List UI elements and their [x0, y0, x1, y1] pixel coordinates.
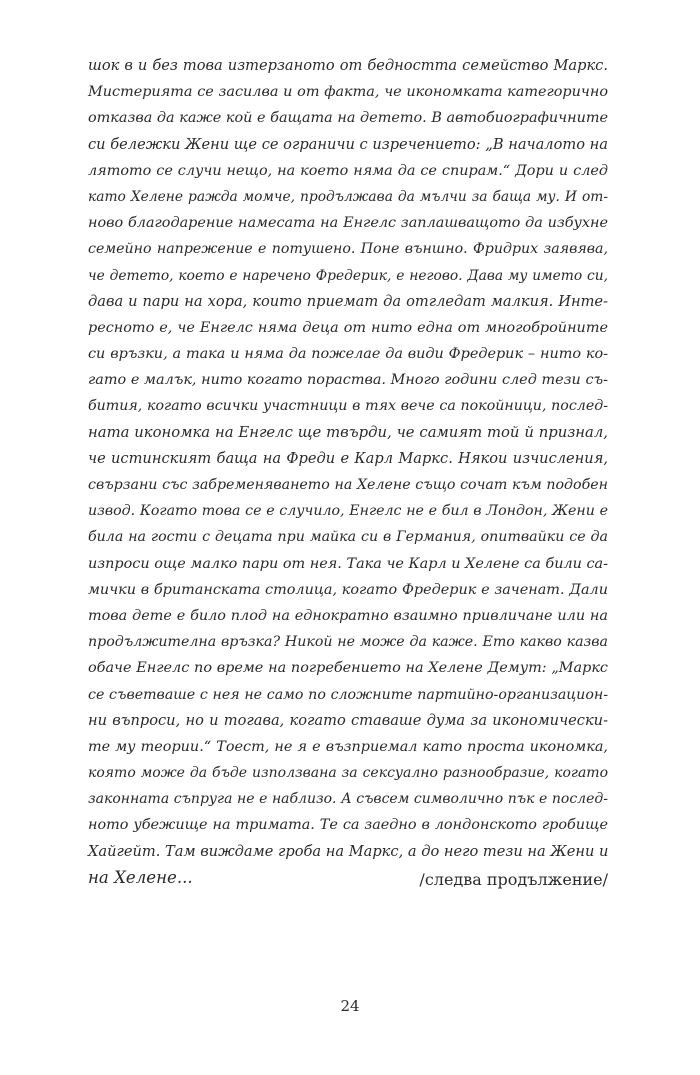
text-line: шок в и без това изтерзаното от бедността семейство Маркс.: [88, 57, 608, 74]
text-line: ресното е, че Енгелс няма деца от нито една от многобройните: [88, 319, 608, 336]
text-line: била на гости с децата при майка си в Германия, опитвайки се да: [88, 529, 608, 546]
text-line: си бележки Жени ще се ограничи с изречението: „В началото на: [88, 135, 608, 153]
text-line-last: на Хелене...: [88, 867, 193, 887]
body-text: [88, 53, 608, 891]
text-line: продължителна връзка? Никой не може да каже. Ето какво казва: [88, 634, 608, 651]
text-line: ни въпроси, но и тогава, когато ставаше дума за икономически-: [88, 711, 608, 729]
text-line: отказва да каже кой е бащата на детето. В автобиографичните: [88, 110, 608, 127]
text-line: свързани със забременяването на Хелене също сочат към подобен: [88, 477, 608, 493]
text-line: това дете е било плод на еднократно взаимно привличане или на: [88, 607, 608, 624]
text-line: обаче Енгелс по време на погребението на Хелене Демут: „Маркс: [88, 660, 608, 677]
text-line: като Хелене ражда момче, продължава да мълчи за баща му. И от-: [88, 188, 608, 205]
text-line: бития, когато всички участници в тях вече са покойници, послед-: [88, 398, 608, 415]
text-line: че детето, което е наречено Фредерик, е негово. Дава му името си,: [88, 267, 608, 284]
text-line: се съветваше с нея не само по сложните партийно-организацион-: [88, 686, 608, 703]
text-line: Мистерията се засилва и от факта, че икономката категорично: [88, 84, 608, 101]
text-line: ново благодарение намесата на Енгелс заплашващото да избухне: [88, 215, 608, 232]
text-line: законната съпруга не е наблизо. А съвсем символично пък е послед-: [88, 791, 608, 808]
text-line: гато е малък, нито когато пораства. Много години след тези съ-: [88, 372, 608, 389]
text-line: дава и пари на хора, които приемат да отгледат малкия. Инте-: [88, 292, 608, 310]
text-line: извод. Когато това се е случило, Енгелс не е бил в Лондон, Жени е: [88, 503, 608, 520]
text-line: си връзки, а така и няма да пожелае да види Фредерик – нито ко-: [88, 346, 608, 363]
text-line: мички в британската столица, когато Фредерик е заченат. Дали: [88, 581, 608, 598]
text-line: изпроси още малко пари от нея. Така че Карл и Хелене са били са-: [88, 555, 608, 572]
text-line: семейно напрежение е потушено. Поне външно. Фридрих заявява,: [88, 241, 608, 258]
text-line: ното убежище на тримата. Те са заедно в лондонското гробище: [88, 817, 608, 834]
text-line: лятото се случи нещо, на което няма да се спирам.“ Дори и след: [88, 162, 608, 179]
page-number: 24: [340, 997, 360, 1015]
text-line: те му теории.“ Тоест, не я е възприемал като проста икономка,: [88, 738, 608, 755]
text-line: Хайгейт. Там виждаме гроба на Маркс, а до него тези на Жени и: [88, 842, 609, 860]
text-line: която може да бъде използвана за сексуално разнообразие, когато: [88, 765, 608, 782]
continuation-note: /следва продължение/: [419, 870, 608, 889]
text-line: ната икономка на Енгелс ще твърди, че самият той й признал,: [88, 423, 608, 441]
text-line: че истинският баща на Фреди е Карл Маркс. Някои изчисления,: [88, 449, 608, 467]
